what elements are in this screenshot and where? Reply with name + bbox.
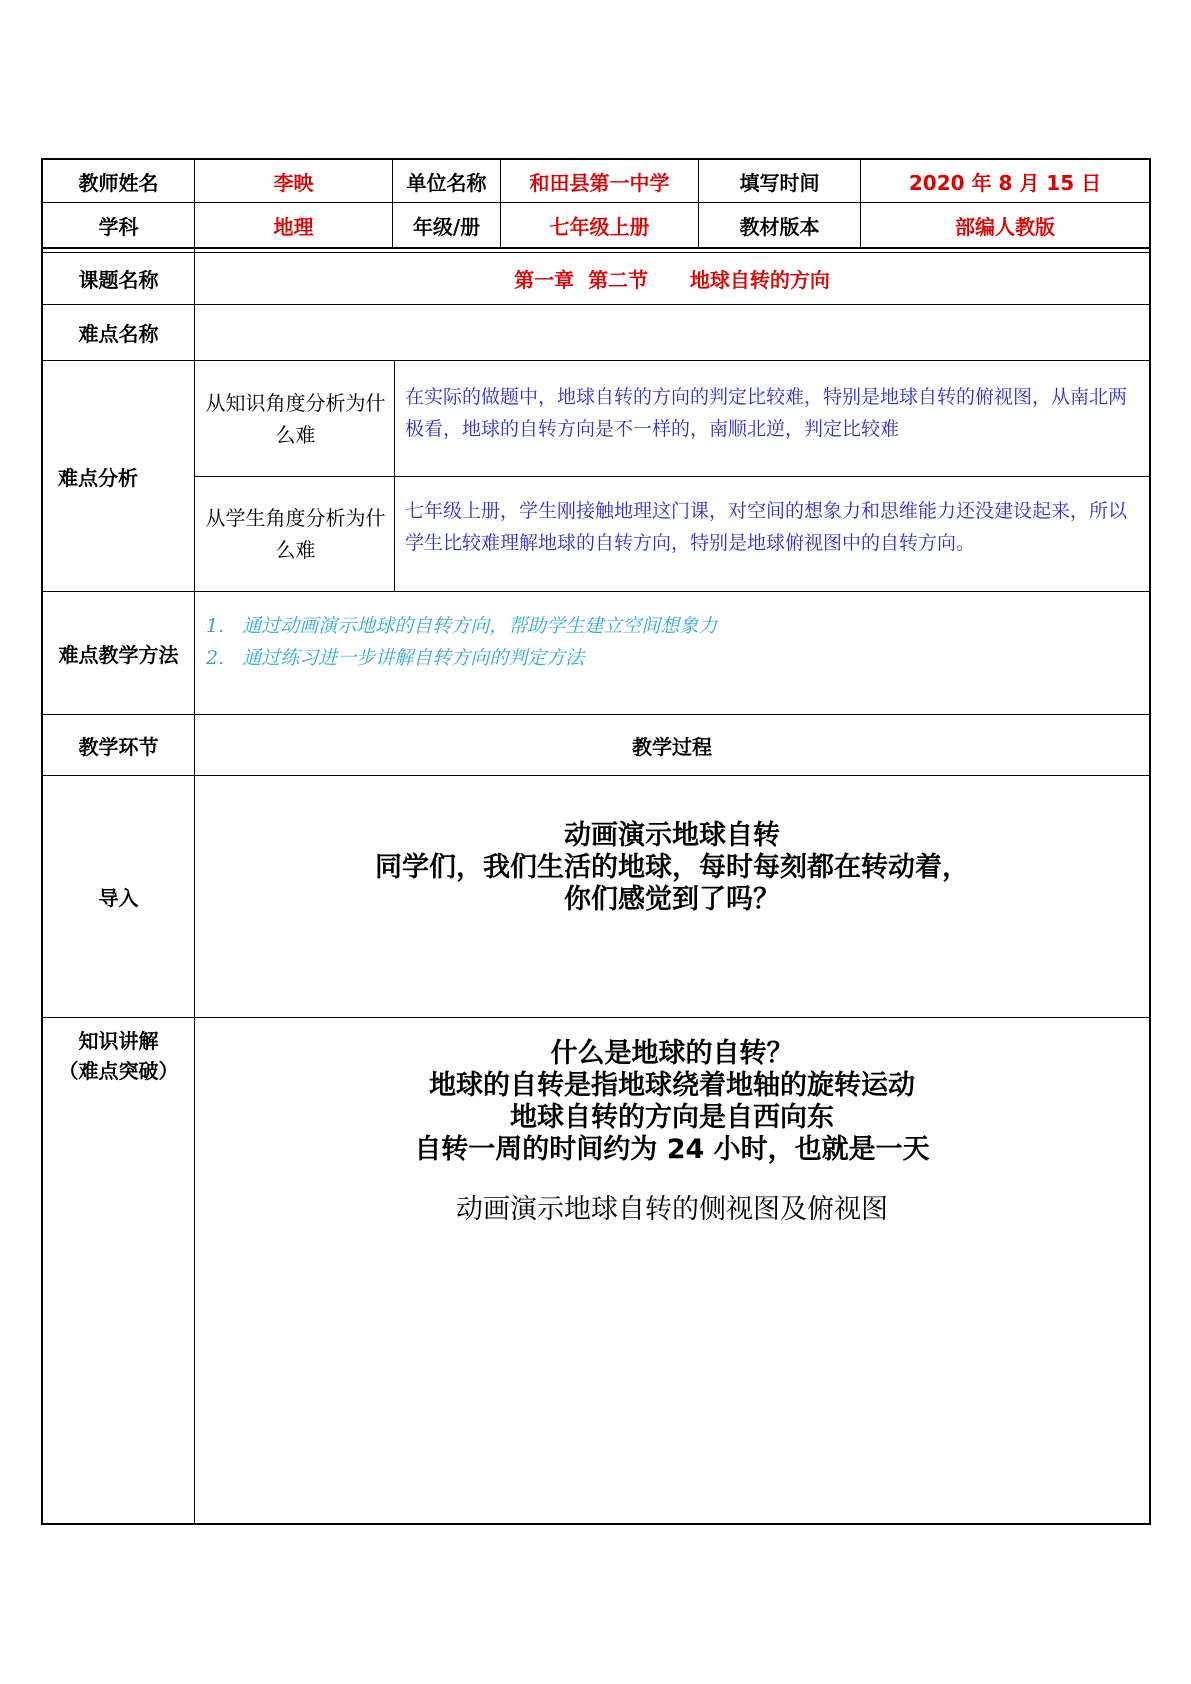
teacher-value: 李映 <box>273 170 314 195</box>
knowledge-line: 自转一周的时间约为 24 小时，也就是一天 <box>414 1134 930 1165</box>
row-divider <box>43 591 1149 592</box>
teaching-stage-header: 教学环节 <box>78 734 159 759</box>
knowledge-angle-label: 从知识角度分析为什么难 <box>205 390 386 447</box>
intro-label: 导入 <box>98 886 139 910</box>
teaching-method-list <box>206 610 1136 680</box>
difficulty-name-label: 难点名称 <box>78 322 159 346</box>
teaching-method-item: 1. 通过动画演示地球的自转方向，帮助学生建立空间想象力 <box>206 615 718 637</box>
knowledge-line: 地球自转的方向是自西向东 <box>510 1102 834 1133</box>
topic-label: 课题名称 <box>78 268 159 292</box>
column-divider <box>394 360 395 591</box>
knowledge-label <box>43 1026 194 1090</box>
date-label: 填写时间 <box>739 170 820 195</box>
row-divider <box>43 247 1149 249</box>
intro-content <box>195 820 1149 930</box>
student-angle-text: 七年级上册，学生刚接触地理这门课，对空间的想象力和思维能力还没建设起来，所以学生比较难理解地球的自转方向，特别是地球俯视图中的自转方向。 <box>405 500 1128 554</box>
intro-line: 动画演示地球自转 <box>564 820 780 851</box>
lesson-plan-table <box>41 158 1151 1525</box>
grade-label: 年级/册 <box>412 214 481 239</box>
subject-label: 学科 <box>98 214 139 239</box>
date-value: 2020 年 8 月 15 日 <box>908 170 1102 195</box>
subject-value: 地理 <box>273 214 314 239</box>
teaching-method-label: 难点教学方法 <box>58 642 179 667</box>
intro-line: 你们感觉到了吗？ <box>564 884 780 915</box>
knowledge-extra-line: 动画演示地球自转的侧视图及俯视图 <box>456 1194 888 1225</box>
row-divider <box>43 1017 1149 1018</box>
knowledge-label-line: （难点突破） <box>58 1059 179 1083</box>
knowledge-line: 什么是地球的自转？ <box>550 1038 794 1069</box>
unit-value: 和田县第一中学 <box>529 170 670 195</box>
edition-label: 教材版本 <box>739 214 820 239</box>
student-angle-label: 从学生角度分析为什么难 <box>205 506 386 562</box>
knowledge-line: 地球的自转是指地球绕着地轴的旋转运动 <box>429 1070 915 1101</box>
unit-label: 单位名称 <box>406 170 487 195</box>
grade-value: 七年级上册 <box>549 214 650 239</box>
teaching-method-item: 2. 通过练习进一步讲解自转方向的判定方法 <box>206 647 585 669</box>
row-divider <box>43 775 1149 776</box>
edition-value: 部编人教版 <box>955 214 1055 239</box>
knowledge-label-line: 知识讲解 <box>78 1029 159 1053</box>
topic-value: 第一章 第二节 地球自转的方向 <box>514 268 830 292</box>
teacher-label: 教师姓名 <box>78 170 159 195</box>
difficulty-analysis-label: 难点分析 <box>58 465 138 490</box>
knowledge-content <box>195 1038 1149 1238</box>
difficulty-name-value <box>195 305 1149 360</box>
knowledge-angle-text: 在实际的做题中，地球自转的方向的判定比较难，特别是地球自转的俯视图，从南北两极看，地球的自转方向是不一样的，南顺北逆，判定比较难 <box>405 386 1128 440</box>
teaching-process-header: 教学过程 <box>632 734 712 759</box>
intro-line: 同学们，我们生活的地球，每时每刻都在转动着， <box>375 852 969 883</box>
